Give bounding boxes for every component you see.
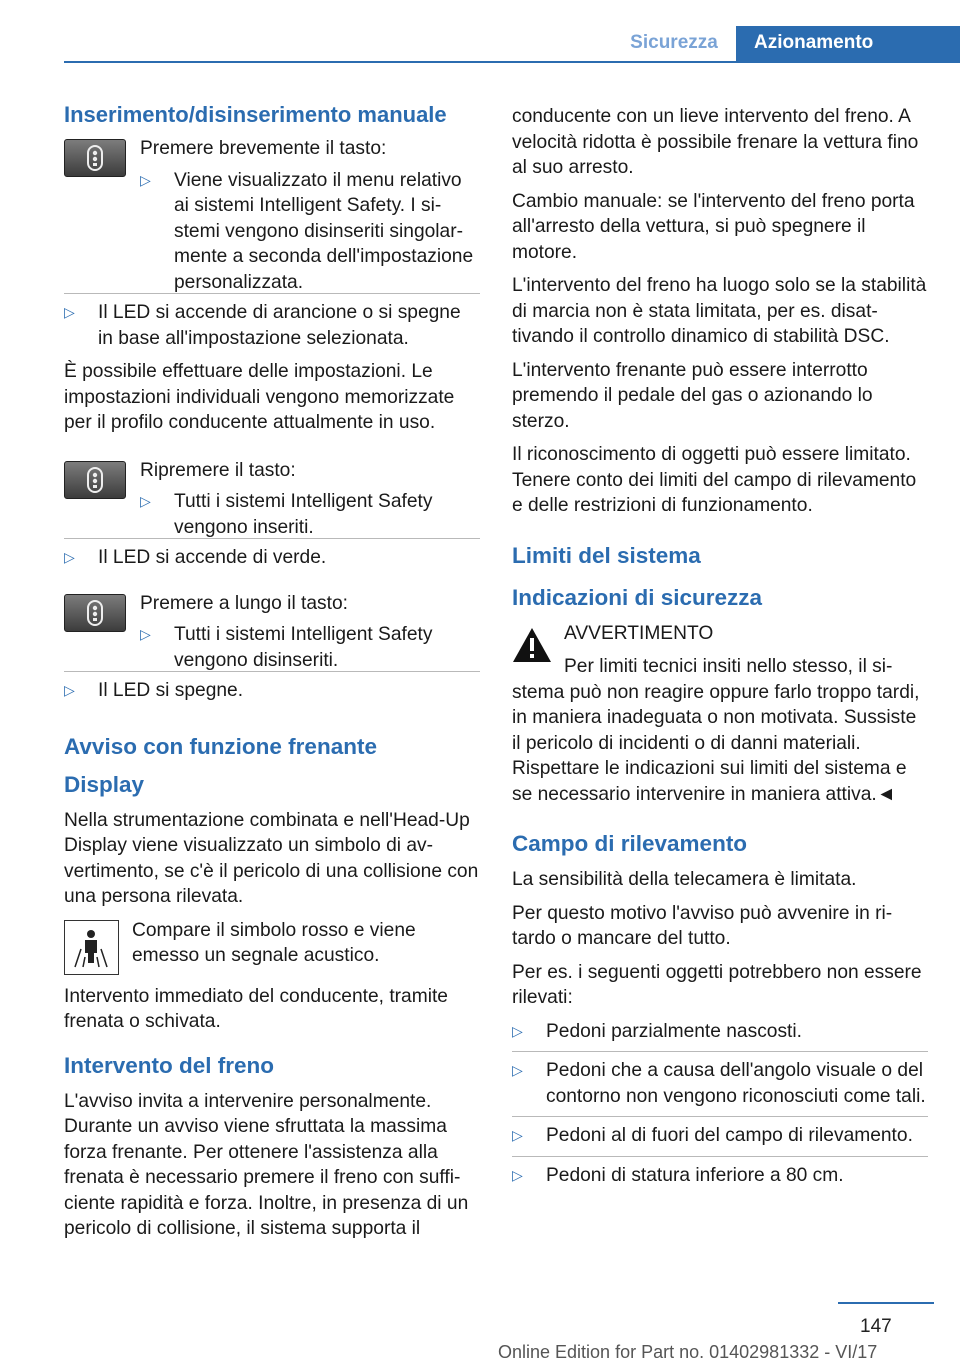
list-item: ▷ Pedoni al di fuori del campo di rilevamento. [512,1116,928,1149]
tab-sicurezza[interactable]: Sicurezza [630,32,718,53]
triangle-bullet-icon: ▷ [64,304,75,320]
press-long-row [64,591,480,674]
page-number: 147 [860,1316,892,1337]
objects-paragraph: Per es. i seguenti oggetti potrebbero non essere rilevati: [512,961,922,1008]
late-paragraph: Per questo motivo l'avviso può avvenire in ritardo o mancare del tutto. [512,902,893,949]
warning-title: AVVERTIMENTO [564,622,714,644]
triangle-bullet-icon: ▷ [512,1022,523,1039]
list-item: ▷ Pedoni parzialmente nascosti. [512,1019,928,1045]
subheading-safety-notes: Indicazioni di sicurezza [512,584,763,610]
press-long-text: Premere a lungo il tasto: [140,592,348,614]
triangle-bullet-icon: ▷ [140,171,151,188]
intervention-paragraph: Intervento immediato del conducente, tramite frenata o schivata. [64,985,448,1032]
warning-triangle-icon [512,627,552,663]
brake-paragraph: L'avviso invita a intervenire personalmente. Durante un avviso viene sfruttata la massima forza frenante. Per ottenere l'assistenza alla frenata è necessario premere il freno con sufficiente rapidità e forza. Inoltre, in presenza di un pericolo di collisione, il sistema supporta il [64,1090,469,1239]
triangle-bullet-icon: ▷ [64,549,75,565]
continued-paragraph: conducente con un lieve intervento del freno. A velocità ridotta è possibile frenare la vettura fino al suo arresto. [512,106,919,178]
triangle-bullet-icon: ▷ [140,493,151,509]
settings-paragraph: È possibile effettuare delle impostazioni. Le impostazioni individuali vengono memorizzate per il profilo conducente attualmente in uso. [64,361,455,433]
sensitivity-paragraph: La sensibilità della telecamera è limitata. [512,869,857,890]
recognition-paragraph: Il riconoscimento di oggetti può essere limitato. Tenere conto dei limiti del campo di rilevamento e delle restrizioni di funzionamento. [512,444,917,516]
triangle-bullet-icon: ▷ [64,682,75,698]
interrupt-paragraph: L'intervento frenante può essere interrotto premendo il pedale del gas o azionando lo sterzo. [512,359,873,432]
triangle-bullet-icon: ▷ [140,626,151,642]
list-item: ▷ Il LED si accende di arancione o si spegne in base all'impostazione selezionata. [64,293,480,351]
warning-block [512,621,928,647]
list-item: ▷ Pedoni di statura inferiore a 80 cm. [512,1156,928,1189]
safety-button-icon [64,461,126,499]
heading-manual-toggle: Inserimento/disinserimento manuale [64,102,447,127]
manual-gearbox-paragraph: Cambio manuale: se l'intervento del freno porta all'arresto della vettura, si può spegnere il motore. [512,190,915,263]
symbol-row [64,918,480,976]
list-item: ▷ Viene visualizzato il menu relativo ai sistemi Intelligent Safety. I sistemi vengono disinseriti singolarmente a seconda dell'impostazione personalizzata. [140,169,474,293]
list-item: ▷ Tutti i sistemi Intelligent Safety vengono disinseriti. [140,624,433,671]
display-paragraph: Nella strumentazione combinata e nell'Head-Up Display viene visualizzato un simbolo di avvertimento, se c'è il pericolo di una collisione con una persona rilevata. [64,809,479,907]
list-item: ▷ Il LED si spegne. [64,671,480,704]
edition-text: Online Edition for Part no. 01402981332 - VI/17 [498,1342,878,1362]
footer-rule [838,1302,934,1304]
list-item: ▷ Pedoni che a causa dell'angolo visuale o del contorno non vengono riconosciuti come tali. [512,1051,928,1109]
subheading-display: Display [64,771,145,797]
triangle-bullet-icon: ▷ [512,1062,523,1078]
warning-text: Per limiti tecnici insiti nello stesso, il sistema può non reagire oppure farlo troppo tardi, in maniera inadeguata o non motivata. Sussiste il pericolo di incidenti o di danni materiali. Rispettare le indicazioni sui limiti del sistema e se necessario intervenire in maniera attiva.◄ [512,656,920,805]
list-item: ▷ Il LED si accende di verde. [64,538,480,571]
heading-system-limits: Limiti del sistema [512,542,701,568]
stability-paragraph: L'intervento del freno ha luogo solo se la stabilità di marcia non è stata limitata, per es. disattivando il controllo dinamico di stabilità DSC. [512,275,927,347]
tab-azionamento[interactable]: Azionamento [736,26,960,62]
subheading-detection-range: Campo di rilevamento [512,831,748,856]
press-short-text: Premere brevemente il tasto: [140,138,387,159]
subheading-brake-intervention: Intervento del freno [64,1052,275,1078]
safety-button-icon [64,594,126,632]
triangle-bullet-icon: ▷ [512,1166,523,1183]
symbol-text: Compare il simbolo rosso e viene emesso un segnale acustico. [132,919,416,966]
list-item: ▷ Tutti i sistemi Intelligent Safety vengono inseriti. [140,491,433,538]
pedestrian-warning-icon [64,920,119,975]
heading-brake-warning: Avviso con funzione frenante [64,733,377,759]
left-column [64,100,480,1250]
press-short-row [64,136,480,295]
right-column [512,104,928,1196]
triangle-bullet-icon: ▷ [512,1127,523,1143]
press-again-text: Ripremere il tasto: [140,459,296,481]
press-again-row [64,458,480,541]
safety-button-icon [64,139,126,177]
